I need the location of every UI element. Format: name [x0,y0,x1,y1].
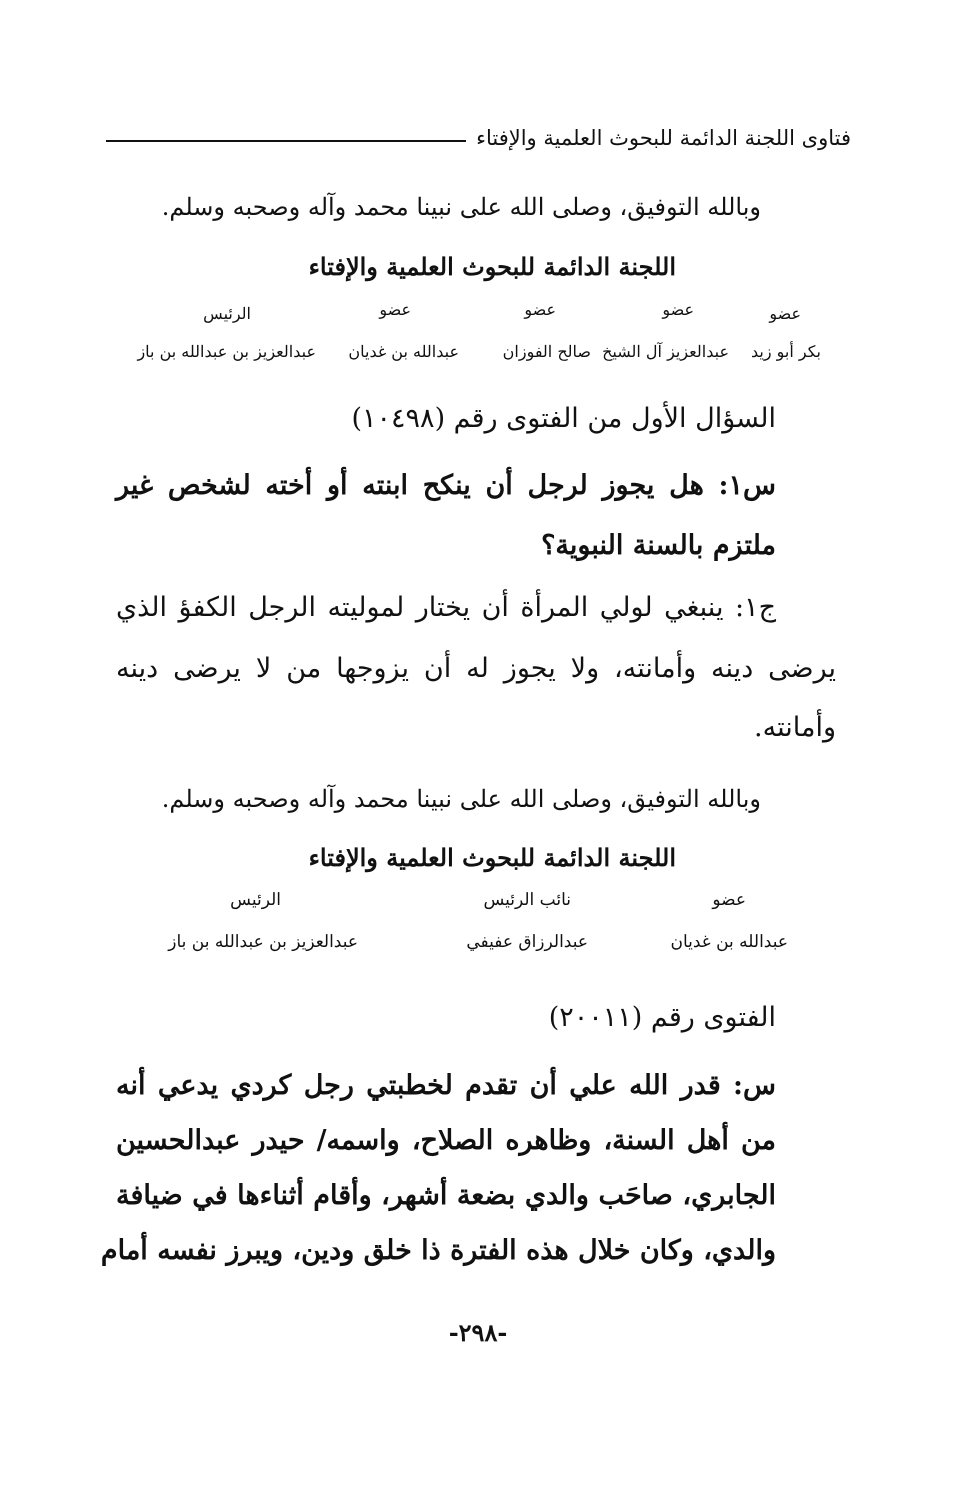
page-number: -٢٩٨- [448,1318,508,1347]
signature-role: عضو [379,300,411,319]
signature-name: عبدالعزيز بن عبدالله بن باز [137,342,316,361]
answer-line: ج١: ينبغي لولي المرأة أن يختار لموليته الرجل الكفؤ الذي [116,592,776,623]
committee-name: اللجنة الدائمة للبحوث العلمية والإفتاء [308,252,676,281]
question-line: ملتزم بالسنة النبوية؟ [541,530,776,561]
header-title: فتاوى اللجنة الدائمة للبحوث العلمية والإفتاء [476,126,851,150]
answer-line: يرضى دينه وأمانته، ولا يجوز له أن يزوجها من لا يرضى دينه [116,653,836,684]
question-line: س: قدر الله علي أن تقدم لخطبتي رجل كردي يدعي أنه [116,1070,776,1101]
closing-line: وبالله التوفيق، وصلى الله على نبينا محمد وآله وصحبه وسلم. [161,785,761,813]
question-line: الجابري، صاحَب والدي بضعة أشهر، وأقام أثناءها في ضيافة [116,1180,776,1211]
signature-role: عضو [712,890,746,910]
answer-line: وأمانته. [754,712,836,743]
signatures-block-1 [0,300,956,360]
fatwa-heading: الفتوى رقم (٢٠٠١١) [548,1002,776,1033]
question-line: والدي، وكان خلال هذه الفترة ذا خلق ودين، ويبرز نفسه أمام [100,1235,776,1266]
signature-role: عضو [769,304,801,323]
question-line: من أهل السنة، وظاهره الصلاح، واسمه/ حيدر عبدالحسين [116,1125,776,1156]
signature-name: صالح الفوزان [502,342,591,361]
signature-role: الرئيس [203,304,251,323]
signature-role: نائب الرئيس [483,890,571,910]
header-rule [106,140,466,142]
signature-role: عضو [662,300,694,319]
signature-role: عضو [524,300,556,319]
closing-line: وبالله التوفيق، وصلى الله على نبينا محمد وآله وصحبه وسلم. [161,193,761,221]
signature-name: عبدالعزيز بن عبدالله بن باز [168,932,358,952]
question-line: س١: هل يجوز لرجل أن ينكح ابنته أو أخته لشخص غير [116,470,776,501]
signature-name: عبدالله بن غديان [348,342,459,361]
committee-name: اللجنة الدائمة للبحوث العلمية والإفتاء [308,843,676,872]
signature-name: عبدالله بن غديان [670,932,788,952]
signatures-block-2 [0,890,956,960]
signature-name: عبدالعزيز آل الشيخ [602,342,729,361]
signature-role: الرئيس [230,890,281,910]
running-header [106,118,851,158]
signature-name: بكر أبو زيد [750,342,821,361]
signature-name: عبدالرزاق عفيفي [466,932,588,952]
fatwa-heading: السؤال الأول من الفتوى رقم (١٠٤٩٨) [351,403,776,434]
